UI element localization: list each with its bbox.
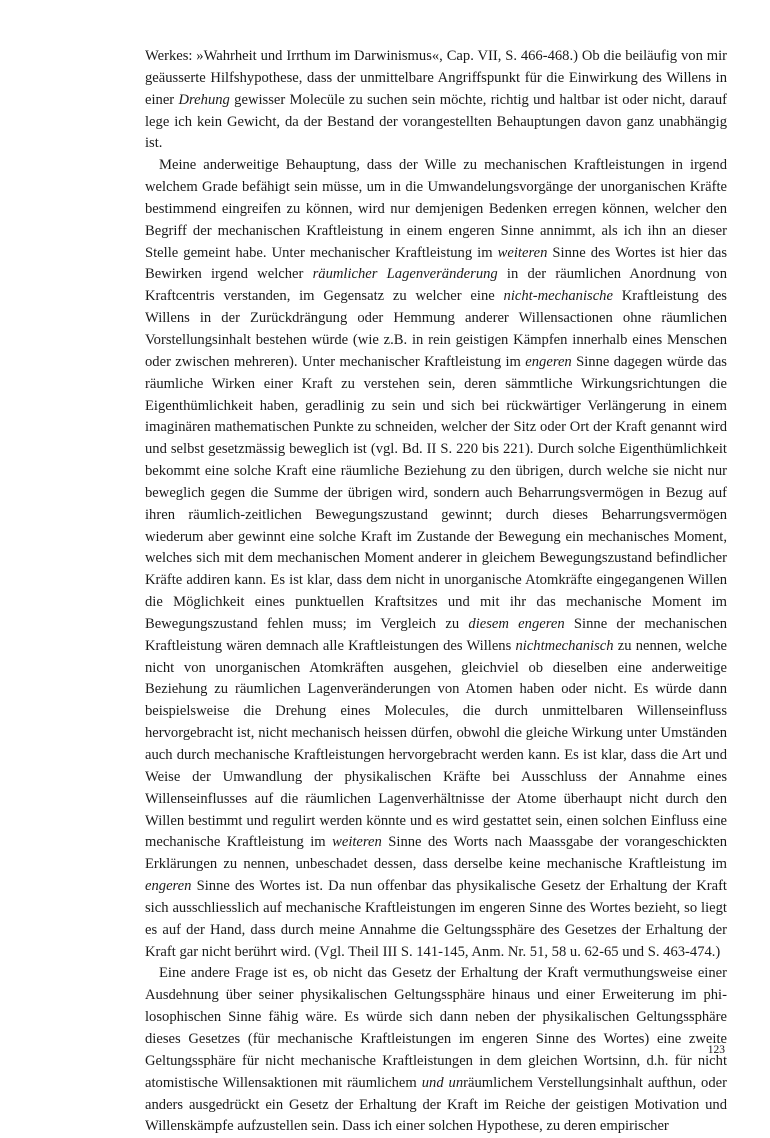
text-run: Sinne des Wortes ist hier das Bewirken irgend welcher bbox=[145, 244, 728, 283]
italic-run: Drehung bbox=[178, 91, 230, 108]
text-run: Sinne dagegen würde das räumliche Wirken einer Kraft zu verstehen sein, deren sämmtliche Wirkungsrichtungen die Eigenthümlichkeit haben, geradlinig zu sein und sich bei rückwärtiger Verlängerung in einem imaginären mathematischen Punkte zu schneiden, welcher der Sitz oder Ort der Kraft genannt wird und selbst gesetzmässig beweglich ist (vgl. Bd. II S. 220 bis 221). Durch solche Eigenthümlichkeit bekommt eine solche Kraft eine räumliche Beziehung zu den übrigen, durch welche sie nicht nur beweglich gegen die Summe der übrigen wird, sondern auch Beharrungsvermögen in Bezug auf ihren räumlich-zeitlichen Bewegungszustand gewinnt; durch dieses Beharrungsvermögen wiederum aber gewinnt eine solche Kraft im Zustande der Bewegung ein mechanisches Moment, welches sich mit dem mechanischen Moment anderer in gleichem Bewegungszustand befindlicher Kräfte addiren kann. Es ist klar, dass dem nicht in unorganische Atomkräfte eingegangenen Willen die Möglichkeit eines punktuellen Kraftsitzes und mit ihr das mechanische Moment im Bewegungszustand fehlen muss; im Vergleich zu bbox=[145, 353, 727, 632]
text-run: gewisser Molecüle zu suchen sein möchte, richtig und haltbar ist oder nicht, darauf lege ich kein Gewicht, da der Bestand der vorangestellten Behauptungen davon ganz unabhängig ist. bbox=[145, 91, 727, 152]
text-run: Eine andere Frage ist es, ob nicht das Gesetz der Erhaltung der Kraft vermuthungsweise einer Ausdehnung über seiner physikalischen Geltungssphäre hinaus und einer Erweiterung im philosophischen Sinne fähig wäre. Es würde sich dann neben der physikalischen Geltungssphäre dieses Gesetzes (für mechanische Kraftleistungen im engeren Sinne des Wortes) eine zweite Geltungssphäre für nicht mechanische Kraftleistungen in dem gleichen Wortsinn, d.h. für nicht atomistische Willensaktionen mit räumlichem bbox=[145, 965, 727, 1091]
italic-run: engeren bbox=[525, 353, 572, 370]
text-run: in der räumlichen Anordnung von Kraftcentris verstanden, im Gegensatz zu welcher eine bbox=[145, 266, 727, 305]
italic-run: weiteren bbox=[332, 834, 382, 851]
page-number: 123 bbox=[707, 1044, 725, 1056]
paragraph-3 bbox=[145, 963, 727, 1138]
italic-run: engeren bbox=[145, 878, 192, 895]
body-text bbox=[145, 46, 727, 1138]
text-run: Kraftleistung des Willens in der Zurückdrängung oder Hemmung anderer Willensactionen ohne räumlichen Vorstellungsinhalt bestehen würde (wie z.B. in rein geistigen Kämpfen innerhalb eines Menschen oder zwischen mehreren). Unter mechanischer Kraftleistung im bbox=[145, 288, 727, 370]
italic-run: und un bbox=[421, 1074, 464, 1091]
text-run: Sinne des Worts nach Maassgabe der vorangeschickten Erklärungen zu nennen, unbeschadet dessen, dass derselbe keine mechanische Kraftleistung im bbox=[145, 834, 727, 873]
text-run: Werkes: »Wahrheit und Irrthum im Darwinismus«, Cap. VII, S. 466-468.) Ob die beiläufig von mir geäusserte Hilfshypothese, dass der unmittelbare Angriffspunkt für die Einwirkung des Willens in einer bbox=[145, 48, 727, 108]
text-run: Sinne der mechanischen Kraftleistung wären demnach alle Kraftleistungen des Willens bbox=[145, 615, 727, 654]
text-run: zu nennen, welche nicht von unorganischen Atomkräften ausgehen, gleichviel ob dieselben eine anderweitige Beziehung zu räumlichen Lagenveränderungen von Atomen haben oder nicht. Es würde dann beispielsweise die Drehung eines Molecules, die durch unmittelbaren Willenseinfluss hervorgebracht ist, nicht mechanisch heissen dürfen, obwohl die gleiche Wirkung unter Umständen auch durch mechanische Kraftleistungen hervorgebracht werden kann. Es ist klar, dass die Art und Weise der Umwandlung der physikalischen Kräfte bei Ausschluss der Annahme eines Willenseinflusses auf die räumlichen Lagenverhältnisse der Atome überhaupt nicht durch den Willen bestimmt und regulirt werden könnte und es wird gestattet sein, einen solchen Einfluss eine mechanische Kraftleistung im bbox=[145, 637, 727, 851]
italic-run: nicht-mechanische bbox=[503, 288, 613, 305]
italic-run: nichtmechanisch bbox=[515, 637, 614, 654]
text-run: Sinne des Wortes ist. Da nun offenbar das physikalische Gesetz der Erhaltung der Kraft sich ausschliesslich auf mechanische Kraftleistungen im engeren Sinne des Wortes bezieht, so liegt es auf der Hand, dass durch meine Annahme die Geltungssphäre des Gesetzes der Erhaltung der Kraft gar nicht berührt wird. (Vgl. Theil III S. 141-145, Anm. Nr. 51, 58 u. 62-65 und S. 463-474.) bbox=[145, 878, 727, 960]
italic-run: weiteren bbox=[497, 244, 548, 261]
paragraph-2 bbox=[145, 155, 727, 963]
italic-run: diesem engeren bbox=[468, 615, 565, 632]
text-run: räumlichem Verstellungsinhalt aufthun, oder anders ausgedrückt ein Gesetz der Erhaltung der Kraft im Reiche der geistigen Motivation und Willenskämpfe aufzustellen sein. Dass ich einer solchen Hypothese, zu deren empirischer bbox=[145, 1074, 727, 1135]
italic-run: räumlicher Lagenveränderung bbox=[312, 266, 498, 283]
paragraph-1 bbox=[145, 46, 727, 155]
text-run: Meine anderweitige Behauptung, dass der Wille zu mechanischen Kraftleistungen in irgend welchem Grade befähigt sein müsse, um in die Umwandelungsvorgänge der unorganischen Kräfte bestimmend eingreifen zu können, wird nur demjenigen Bedenken erregen können, welcher den Begriff der mechanischen Kraftleistung in einem engeren Sinne annimmt, als ich ihn an dieser Stelle gemeint habe. Unter mechanischer Kraftleistung im bbox=[145, 157, 727, 261]
